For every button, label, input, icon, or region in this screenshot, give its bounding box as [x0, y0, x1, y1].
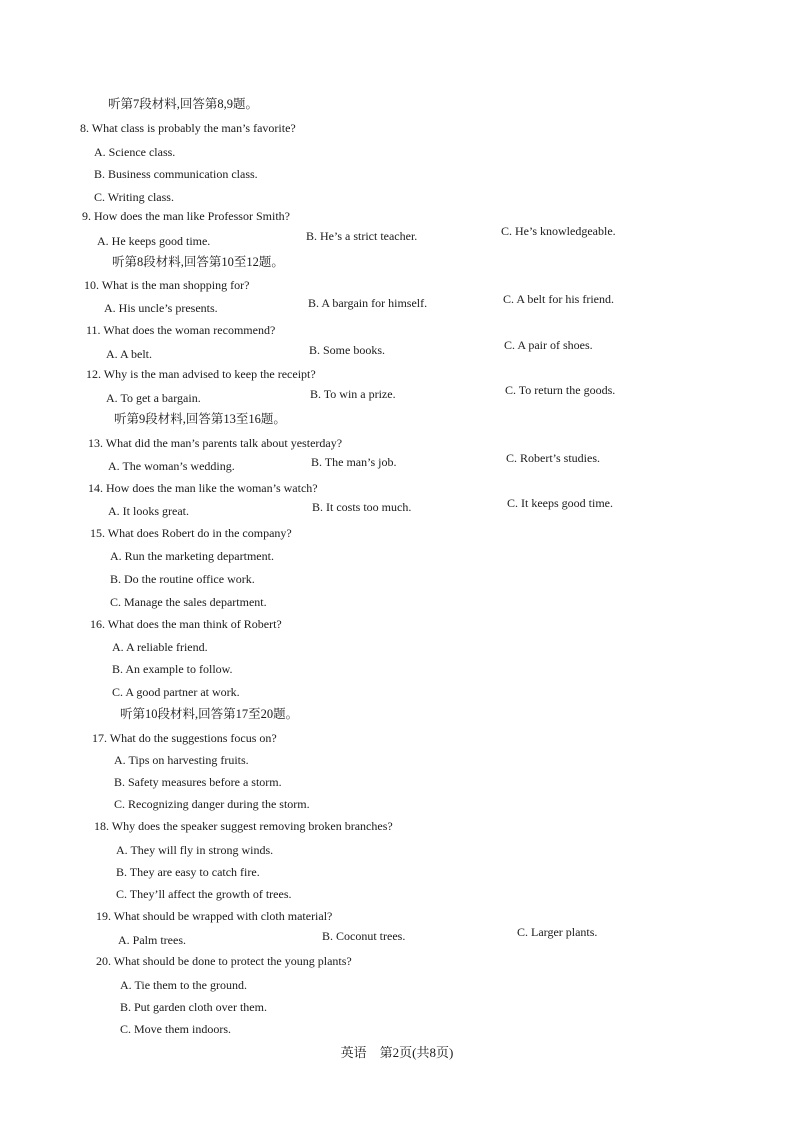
question-14: 14. How does the man like the woman’s watch? [88, 481, 318, 495]
q16-option-a: A. A reliable friend. [112, 640, 208, 654]
q18-option-c: C. They’ll affect the growth of trees. [116, 887, 292, 901]
q11-option-c: C. A pair of shoes. [504, 338, 593, 352]
question-12: 12. Why is the man advised to keep the receipt? [86, 367, 316, 381]
q10-option-c: C. A belt for his friend. [503, 292, 614, 306]
page-footer: 英语 第2页(共8页) [340, 1045, 454, 1060]
q9-option-b: B. He’s a strict teacher. [306, 229, 418, 243]
question-15: 15. What does Robert do in the company? [90, 526, 292, 540]
q14-option-a: A. It looks great. [108, 504, 189, 518]
q20-option-c: C. Move them indoors. [120, 1022, 231, 1036]
q18-option-a: A. They will fly in strong winds. [116, 843, 274, 857]
q8-option-a: A. Science class. [94, 145, 176, 159]
question-10: 10. What is the man shopping for? [84, 278, 250, 292]
q19-option-a: A. Palm trees. [118, 933, 186, 947]
question-11: 11. What does the woman recommend? [86, 323, 276, 337]
q17-option-c: C. Recognizing danger during the storm. [114, 797, 310, 811]
q13-option-c: C. Robert’s studies. [506, 451, 601, 465]
q14-option-c: C. It keeps good time. [507, 496, 613, 510]
q15-option-a: A. Run the marketing department. [110, 549, 274, 563]
q13-option-a: A. The woman’s wedding. [108, 459, 235, 473]
question-18: 18. Why does the speaker suggest removing broken branches? [94, 819, 393, 833]
q20-option-b: B. Put garden cloth over them. [120, 1000, 267, 1014]
q11-option-b: B. Some books. [309, 343, 386, 357]
q13-option-b: B. The man’s job. [311, 455, 397, 469]
section-heading: 听第8段材料,回答第10至12题。 [112, 255, 284, 269]
q20-option-a: A. Tie them to the ground. [120, 978, 248, 992]
question-16: 16. What does the man think of Robert? [90, 617, 282, 631]
q17-option-a: A. Tips on harvesting fruits. [114, 753, 249, 767]
q14-option-b: B. It costs too much. [312, 500, 412, 514]
q17-option-b: B. Safety measures before a storm. [114, 775, 282, 789]
q16-option-c: C. A good partner at work. [112, 685, 240, 699]
q15-option-b: B. Do the routine office work. [110, 572, 255, 586]
section-heading: 听第10段材料,回答第17至20题。 [120, 707, 299, 721]
section-heading: 听第7段材料,回答第8,9题。 [108, 97, 259, 111]
section-heading: 听第9段材料,回答第13至16题。 [114, 412, 286, 426]
question-19: 19. What should be wrapped with cloth material? [96, 909, 333, 923]
q9-option-c: C. He’s knowledgeable. [501, 224, 616, 238]
q9-option-a: A. He keeps good time. [97, 234, 211, 248]
q15-option-c: C. Manage the sales department. [110, 595, 267, 609]
q18-option-b: B. They are easy to catch fire. [116, 865, 260, 879]
q12-option-a: A. To get a bargain. [106, 391, 201, 405]
question-9: 9. How does the man like Professor Smith? [82, 209, 290, 223]
question-13: 13. What did the man’s parents talk about yesterday? [88, 436, 343, 450]
q19-option-c: C. Larger plants. [517, 925, 598, 939]
question-20: 20. What should be done to protect the young plants? [96, 954, 352, 968]
q12-option-c: C. To return the goods. [505, 383, 616, 397]
q12-option-b: B. To win a prize. [310, 387, 396, 401]
question-8: 8. What class is probably the man’s favorite? [80, 121, 296, 135]
q8-option-c: C. Writing class. [94, 190, 174, 204]
q11-option-a: A. A belt. [106, 347, 153, 361]
q19-option-b: B. Coconut trees. [322, 929, 406, 943]
q10-option-a: A. His uncle’s presents. [104, 301, 218, 315]
q10-option-b: B. A bargain for himself. [308, 296, 428, 310]
q8-option-b: B. Business communication class. [94, 167, 258, 181]
question-17: 17. What do the suggestions focus on? [92, 731, 277, 745]
q16-option-b: B. An example to follow. [112, 662, 233, 676]
